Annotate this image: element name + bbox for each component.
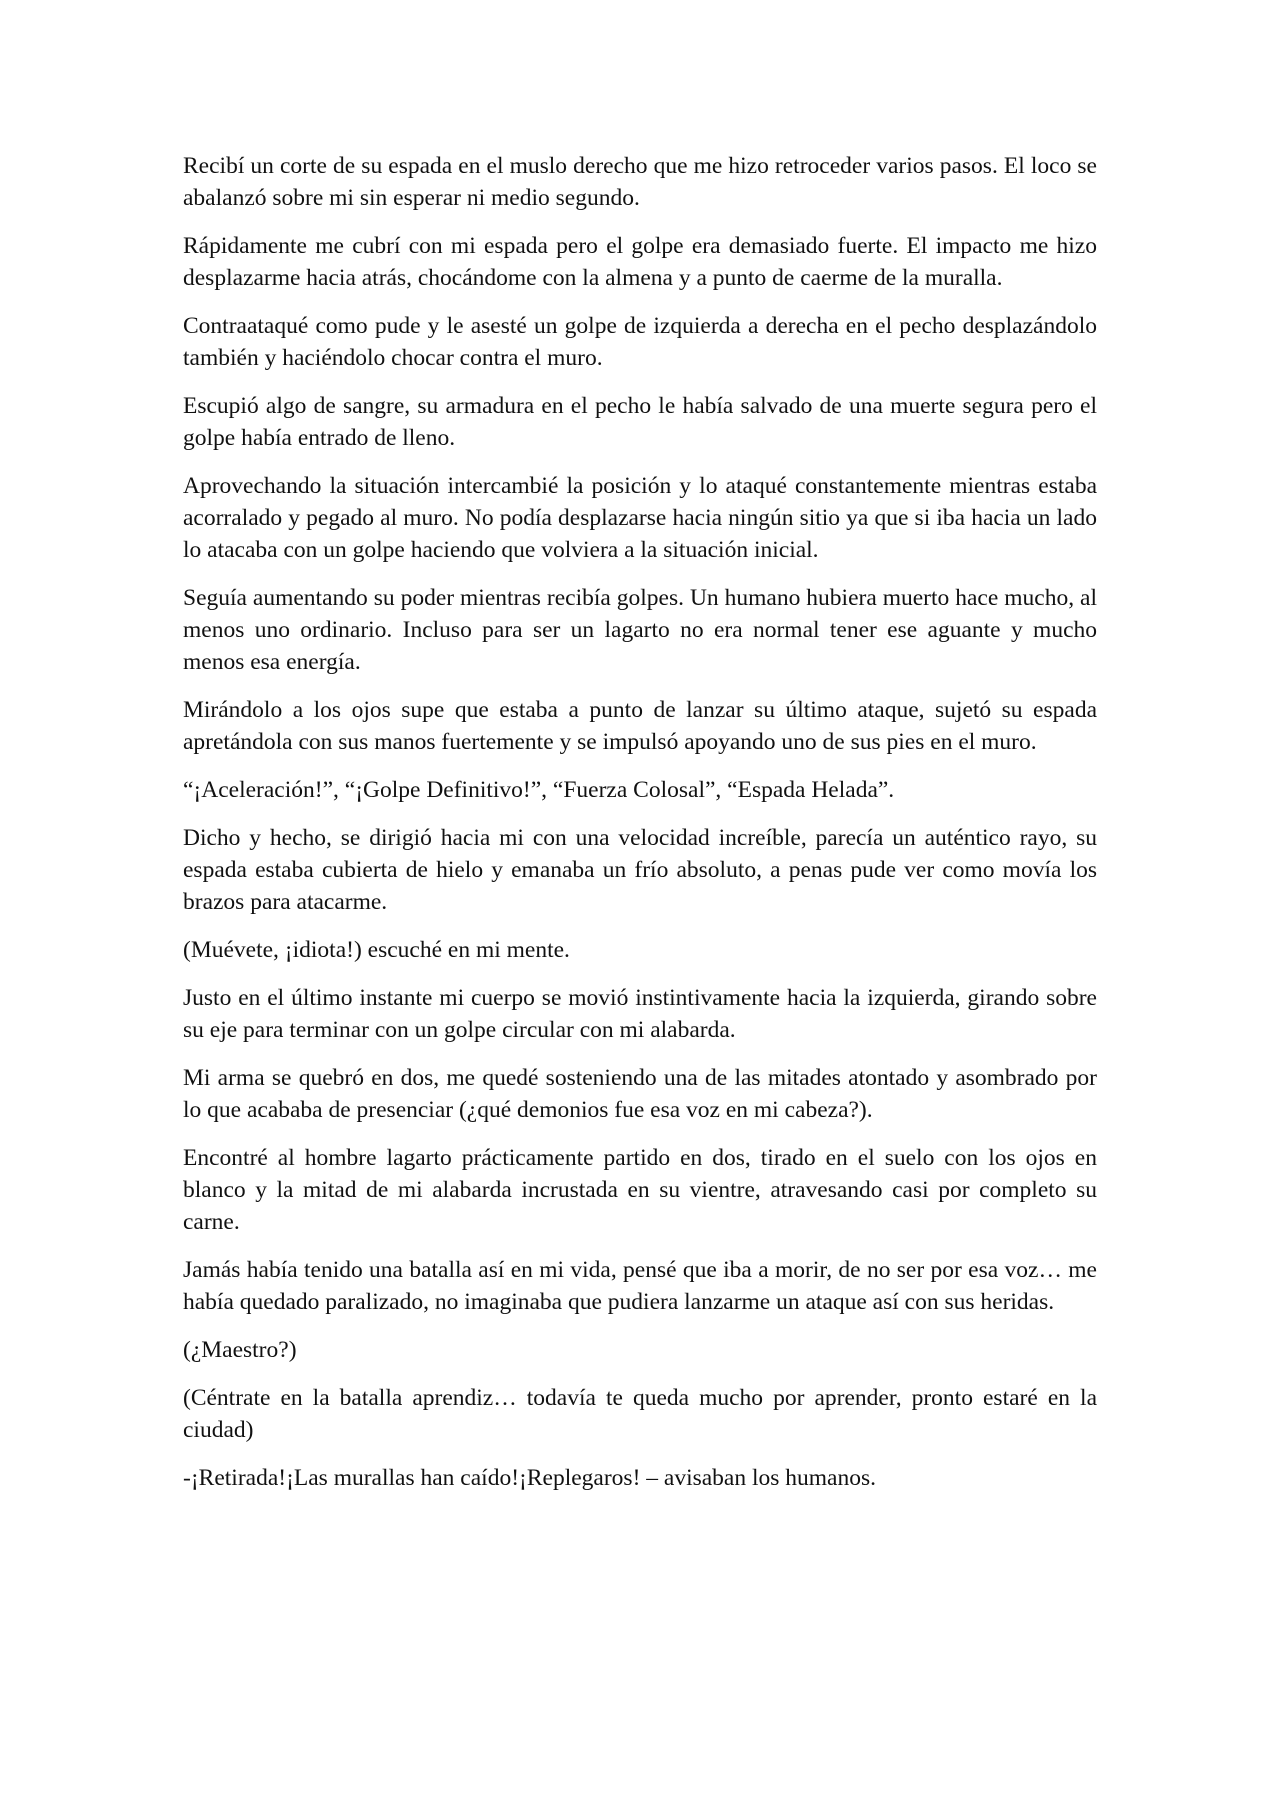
paragraph: Escupió algo de sangre, su armadura en el pecho le había salvado de una muerte segura pero el golpe había entrado de lleno.	[183, 393, 1097, 451]
paragraph: Mirándolo a los ojos supe que estaba a punto de lanzar su último ataque, sujetó su espada apretándola con sus manos fuertemente y se impulsó apoyando uno de sus pies en el muro.	[183, 697, 1097, 755]
paragraph: (¿Maestro?)	[183, 1337, 297, 1363]
paragraph: Rápidamente me cubrí con mi espada pero el golpe era demasiado fuerte. El impacto me hizo desplazarme hacia atrás, chocándome con la almena y a punto de caerme de la muralla.	[183, 233, 1097, 291]
paragraph: Justo en el último instante mi cuerpo se movió instintivamente hacia la izquierda, girando sobre su eje para terminar con un golpe circular con mi alabarda.	[183, 985, 1097, 1043]
paragraph: (Céntrate en la batalla aprendiz… todavía te queda mucho por aprender, pronto estaré en la ciudad)	[183, 1385, 1097, 1443]
paragraph: Jamás había tenido una batalla así en mi vida, pensé que iba a morir, de no ser por esa voz… me había quedado paralizado, no imaginaba que pudiera lanzarme un ataque así con sus heridas.	[183, 1257, 1097, 1315]
paragraph: Dicho y hecho, se dirigió hacia mi con una velocidad increíble, parecía un auténtico rayo, su espada estaba cubierta de hielo y emanaba un frío absoluto, a penas pude ver como movía los brazos para atacarme.	[183, 825, 1097, 915]
paragraph: Aprovechando la situación intercambié la posición y lo ataqué constantemente mientras estaba acorralado y pegado al muro. No podía desplazarse hacia ningún sitio ya que si iba hacia un lado lo atacaba con un golpe haciendo que volviera a la situación inicial.	[183, 473, 1097, 563]
paragraph: “¡Aceleración!”, “¡Golpe Definitivo!”, “Fuerza Colosal”, “Espada Helada”.	[183, 777, 895, 803]
paragraph: Seguía aumentando su poder mientras recibía golpes. Un humano hubiera muerto hace mucho, al menos uno ordinario. Incluso para ser un lagarto no era normal tener ese aguante y mucho menos esa energía.	[183, 585, 1097, 675]
paragraph: (Muévete, ¡idiota!) escuché en mi mente.	[183, 937, 570, 963]
paragraph: Contraataqué como pude y le asesté un golpe de izquierda a derecha en el pecho desplazándolo también y haciéndolo chocar contra el muro.	[183, 313, 1097, 371]
paragraph: Recibí un corte de su espada en el muslo derecho que me hizo retroceder varios pasos. El loco se abalanzó sobre mi sin esperar ni medio segundo.	[183, 153, 1097, 211]
paragraph: Mi arma se quebró en dos, me quedé sosteniendo una de las mitades atontado y asombrado por lo que acababa de presenciar (¿qué demonios fue esa voz en mi cabeza?).	[183, 1065, 1097, 1123]
paragraph: Encontré al hombre lagarto prácticamente partido en dos, tirado en el suelo con los ojos en blanco y la mitad de mi alabarda incrustada en su vientre, atravesando casi por completo su carne.	[183, 1145, 1097, 1235]
paragraph: -¡Retirada!¡Las murallas han caído!¡Replegaros! – avisaban los humanos.	[183, 1465, 877, 1491]
body-text	[183, 150, 1097, 1510]
